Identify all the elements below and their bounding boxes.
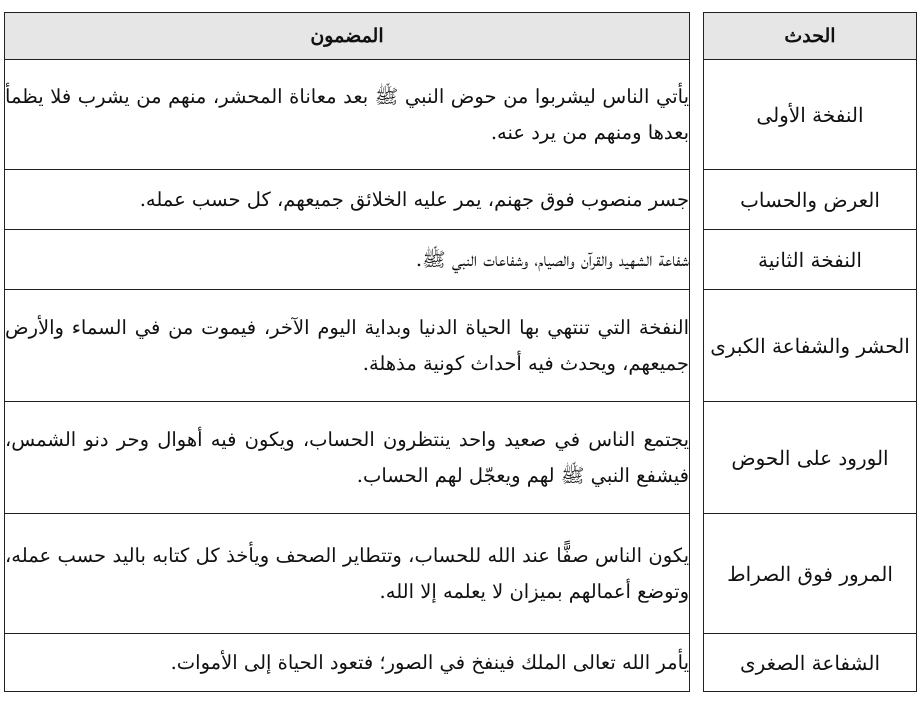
content-table	[4, 12, 690, 692]
event-cell: المرور فوق الصراط	[704, 514, 917, 634]
content-cell: يأتي الناس ليشربوا من حوض النبي ﷺ بعد معاناة المحشر، منهم من يشرب فلا يظمأ بعدها ومنهم من يرد عنه.	[5, 60, 690, 170]
event-cell: النفخة الثانية	[704, 230, 917, 290]
event-cell: الورود على الحوض	[704, 402, 917, 514]
event-cell: العرض والحساب	[704, 170, 917, 230]
event-cell: الشفاعة الصغرى	[704, 634, 917, 692]
content-cell: يجتمع الناس في صعيد واحد ينتظرون الحساب، ويكون فيه أهوال وحر دنو الشمس، فيشفع النبي ﷺ لهم ويعجّل لهم الحساب.	[5, 402, 690, 514]
content-cell: شفاعة الشهيد والقرآن والصيام، وشفاعات النبي ﷺ.	[5, 230, 690, 290]
content-cell: يكون الناس صفًّا عند الله للحساب، وتتطاير الصحف ويأخذ كل كتابه باليد حسب عمله، وتوضع أعمالهم بميزان لا يعلمه إلا الله.	[5, 514, 690, 634]
content-cell: النفخة التي تنتهي بها الحياة الدنيا وبداية اليوم الآخر، فيموت من في السماء والأرض جميعهم، ويحدث فيه أحداث كونية مذهلة.	[5, 290, 690, 402]
content-cell: يأمر الله تعالى الملك فينفخ في الصور؛ فتعود الحياة إلى الأموات.	[5, 634, 690, 692]
events-header: الحدث	[704, 13, 917, 60]
event-cell: الحشر والشفاعة الكبرى	[704, 290, 917, 402]
content-header: المضمون	[5, 13, 690, 60]
event-cell: النفخة الأولى	[704, 60, 917, 170]
content-cell: جسر منصوب فوق جهنم، يمر عليه الخلائق جميعهم، كل حسب عمله.	[5, 170, 690, 230]
events-table	[703, 12, 917, 692]
